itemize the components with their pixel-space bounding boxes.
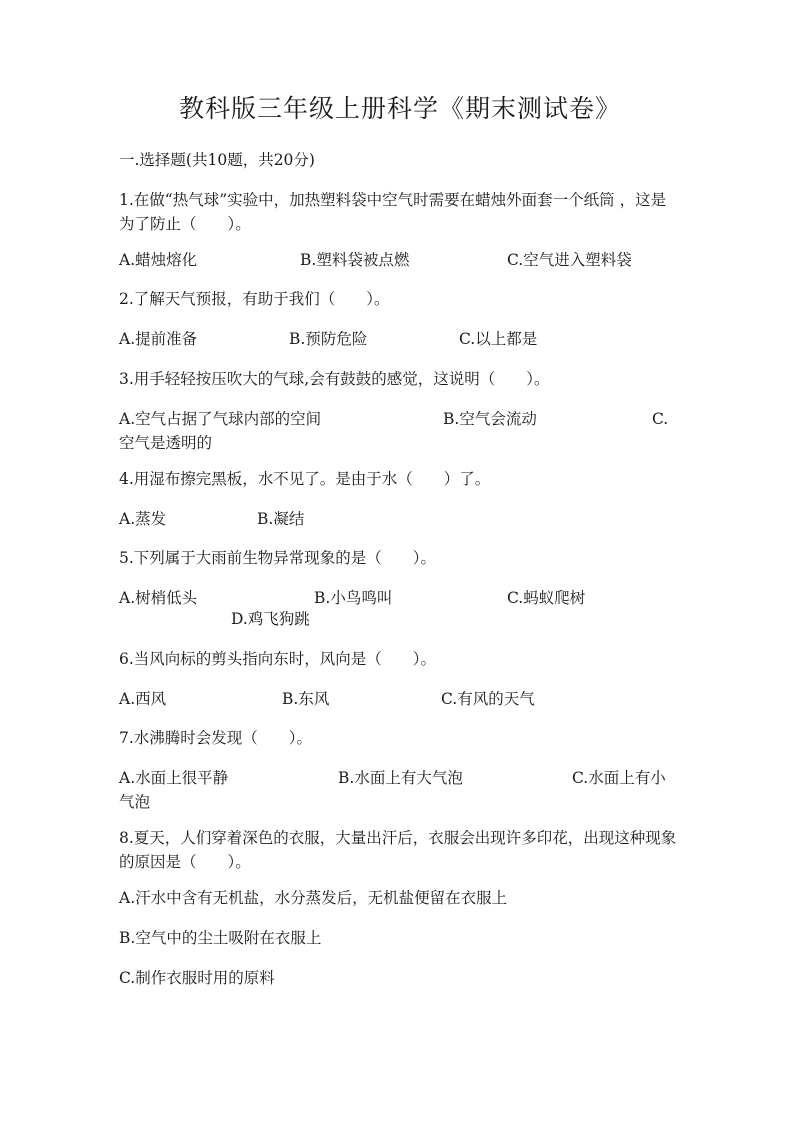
option-6-c: C.有风的天气 (441, 690, 535, 708)
option-2-b: B.预防危险 (289, 330, 368, 348)
question-6: 6.当风向标的剪头指向东时，风向是（ ）。 (119, 650, 437, 668)
option-4-b: B.凝结 (257, 510, 305, 528)
question-2: 2.了解天气预报，有助于我们（ ）。 (119, 290, 390, 308)
option-1-c: C.空气进入塑料袋 (507, 251, 632, 269)
options-7 (119, 766, 681, 814)
option-3-c: C. (652, 410, 669, 428)
option-1-b: B.塑料袋被点燃 (300, 251, 410, 269)
option-7-b: B.水面上有大气泡 (338, 769, 463, 787)
question-8: 8.夏天，人们穿着深色的衣服，大量出汗后，衣服会出现许多印花，出现这种现象的原因是（ ）。 (119, 829, 677, 871)
option-2-c: C.以上都是 (459, 330, 538, 348)
option-4-a: A.蒸发 (119, 510, 167, 528)
option-8-a: A.汗水中含有无机盐，水分蒸发后，无机盐便留在衣服上 (119, 889, 508, 907)
option-6-b: B.东风 (282, 690, 330, 708)
page-title: 教科版三年级上册科学《期末测试卷》 (178, 94, 621, 123)
option-5-c: C.蚂蚁爬树 (507, 589, 586, 607)
question-3: 3.用手轻轻按压吹大的气球,会有鼓鼓的感觉，这说明（ ）。 (119, 370, 550, 388)
option-5-d: D.鸡飞狗跳 (231, 610, 310, 628)
option-5-a: A.树梢低头 (119, 589, 198, 607)
question-1: 1.在做“热气球”实验中，加热塑料袋中空气时需要在蜡烛外面套一个纸筒 ，这是为了防止（ ）。 (119, 191, 667, 233)
option-3-c-continued: 空气是透明的 (119, 434, 213, 452)
option-7-c: C.水面上有小 (572, 769, 666, 787)
option-2-a: A.提前准备 (119, 330, 198, 348)
option-5-b: B.小鸟鸣叫 (314, 589, 393, 607)
section-heading: 一.选择题(共10题，共20分) (119, 151, 315, 169)
option-7-c-continued: 气泡 (119, 793, 151, 811)
option-7-a: A.水面上很平静 (119, 769, 229, 787)
option-8-c: C.制作衣服时用的原料 (119, 969, 275, 987)
question-7: 7.水沸腾时会发现（ ）。 (119, 729, 313, 747)
option-1-a: A.蜡烛熔化 (119, 251, 198, 269)
question-4: 4.用湿布擦完黑板，水不见了。是由于水（ ）了。 (119, 470, 491, 488)
option-3-a: A.空气占据了气球内部的空间 (119, 410, 322, 428)
option-6-a: A.西风 (119, 690, 167, 708)
option-8-b: B.空气中的尘土吸附在衣服上 (119, 929, 322, 947)
option-3-b: B.空气会流动 (443, 410, 537, 428)
question-5: 5.下列属于大雨前生物异常现象的是（ ）。 (119, 549, 437, 567)
options-5 (119, 586, 681, 634)
options-3 (119, 407, 681, 455)
